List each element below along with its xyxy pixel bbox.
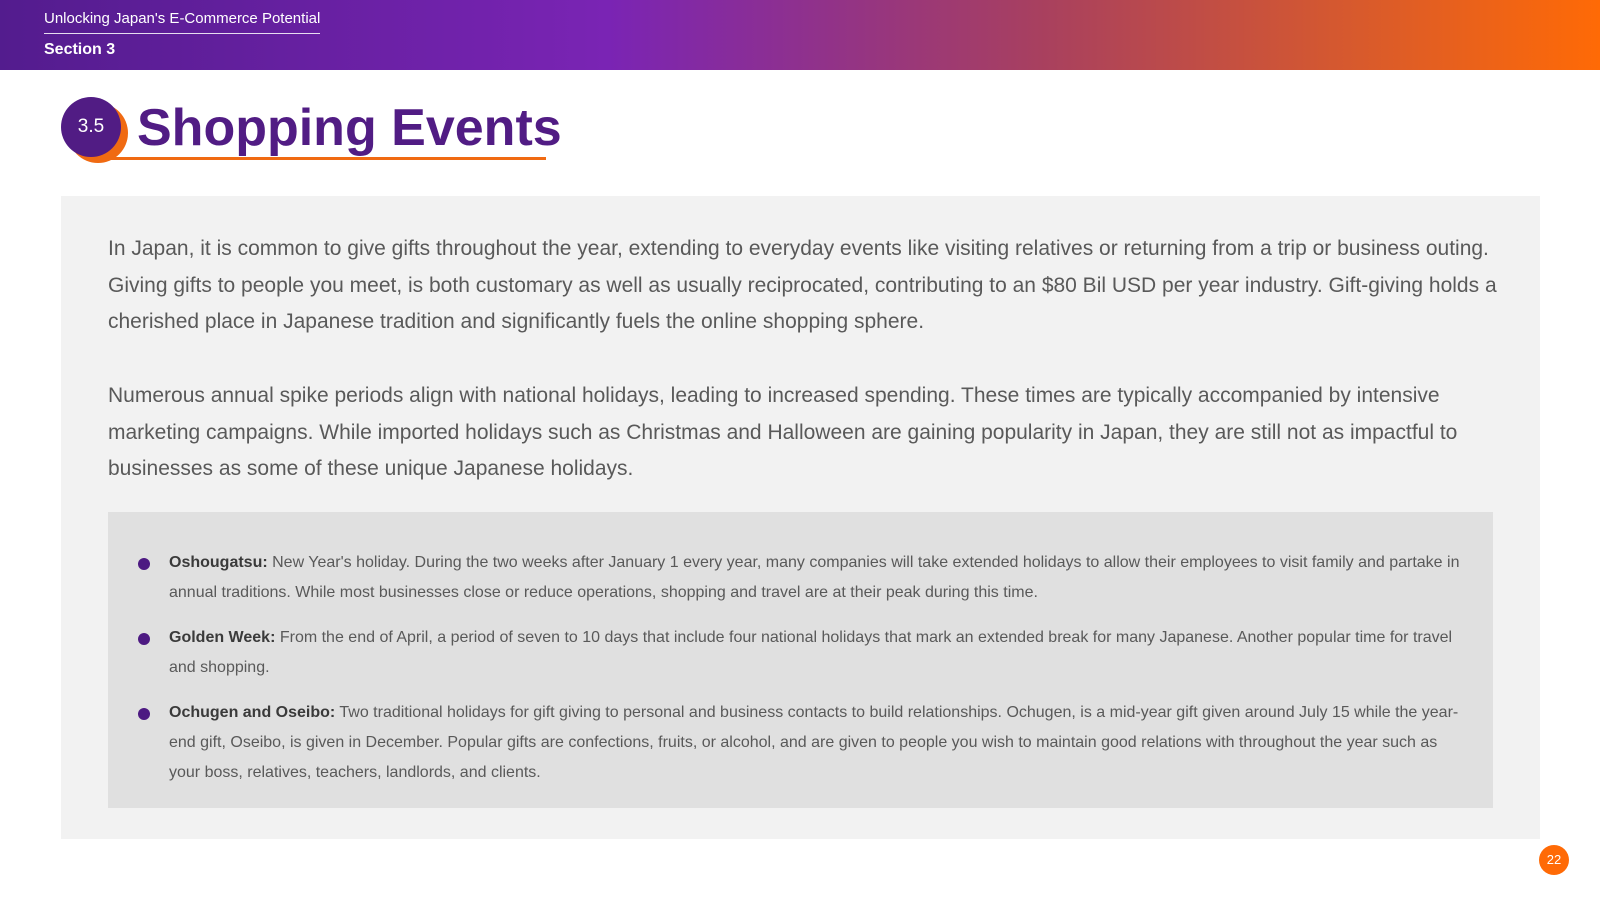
holiday-item-golden-week [138,623,1468,683]
intro-paragraph: In Japan, it is common to give gifts throughout the year, extending to everyday events like visiting relatives or returning from a trip or business outing. Giving gifts to people you meet, is both customary as well as usually reciprocated, contributing to an $80 Bil USD per year industry. Gift-giving holds a cherished place in Japanese tradition and significantly fuels the online shopping sphere. [108,237,1497,334]
document-title: Unlocking Japan's E-Commerce Potential [44,10,320,34]
bullet-icon [138,558,150,570]
holiday-description: From the end of April, a period of seven to 10 days that include four national holidays that mark an extended break for many Japanese. Another popular time for travel and shopping. [169,629,1453,676]
page-title: Shopping Events [137,99,562,157]
holiday-name: Oshougatsu: [169,554,268,571]
section-number-badge: 3.5 [61,97,121,157]
bullet-icon [138,633,150,645]
page-number-badge: 22 [1539,845,1569,875]
content-panel [61,196,1540,839]
holiday-description: New Year's holiday. During the two weeks after January 1 every year, many companies will take extended holidays to allow their employees to visit family and partake in annual traditions. While most businesses close or reduce operations, shopping and travel are at their peak during this time. [169,554,1460,601]
holiday-description: Two traditional holidays for gift giving to personal and business contacts to build relationships. Ochugen, is a mid-year gift given around July 15 while the year-end gift, Oseibo, is given in December. Popular gifts are confections, fruits, or alcohol, and are given to people you wish to maintain good relations with throughout the year such as your boss, relatives, teachers, landlords, and clients. [169,704,1459,781]
holiday-list [138,548,1468,803]
header-bar [0,0,1600,70]
holiday-name: Ochugen and Oseibo: [169,704,336,721]
section-label: Section 3 [44,41,116,58]
holiday-item-oshougatsu [138,548,1468,608]
spike-periods-paragraph: Numerous annual spike periods align with national holidays, leading to increased spending. These times are typically accompanied by intensive marketing campaigns. While imported holidays such as Christmas and Halloween are gaining popularity in Japan, they are still not as impactful to businesses as some of these unique Japanese holidays. [108,384,1458,481]
holiday-name: Golden Week: [169,629,276,646]
holiday-list-box [108,512,1493,808]
holiday-item-ochugen-oseibo [138,698,1468,788]
bullet-icon [138,708,150,720]
